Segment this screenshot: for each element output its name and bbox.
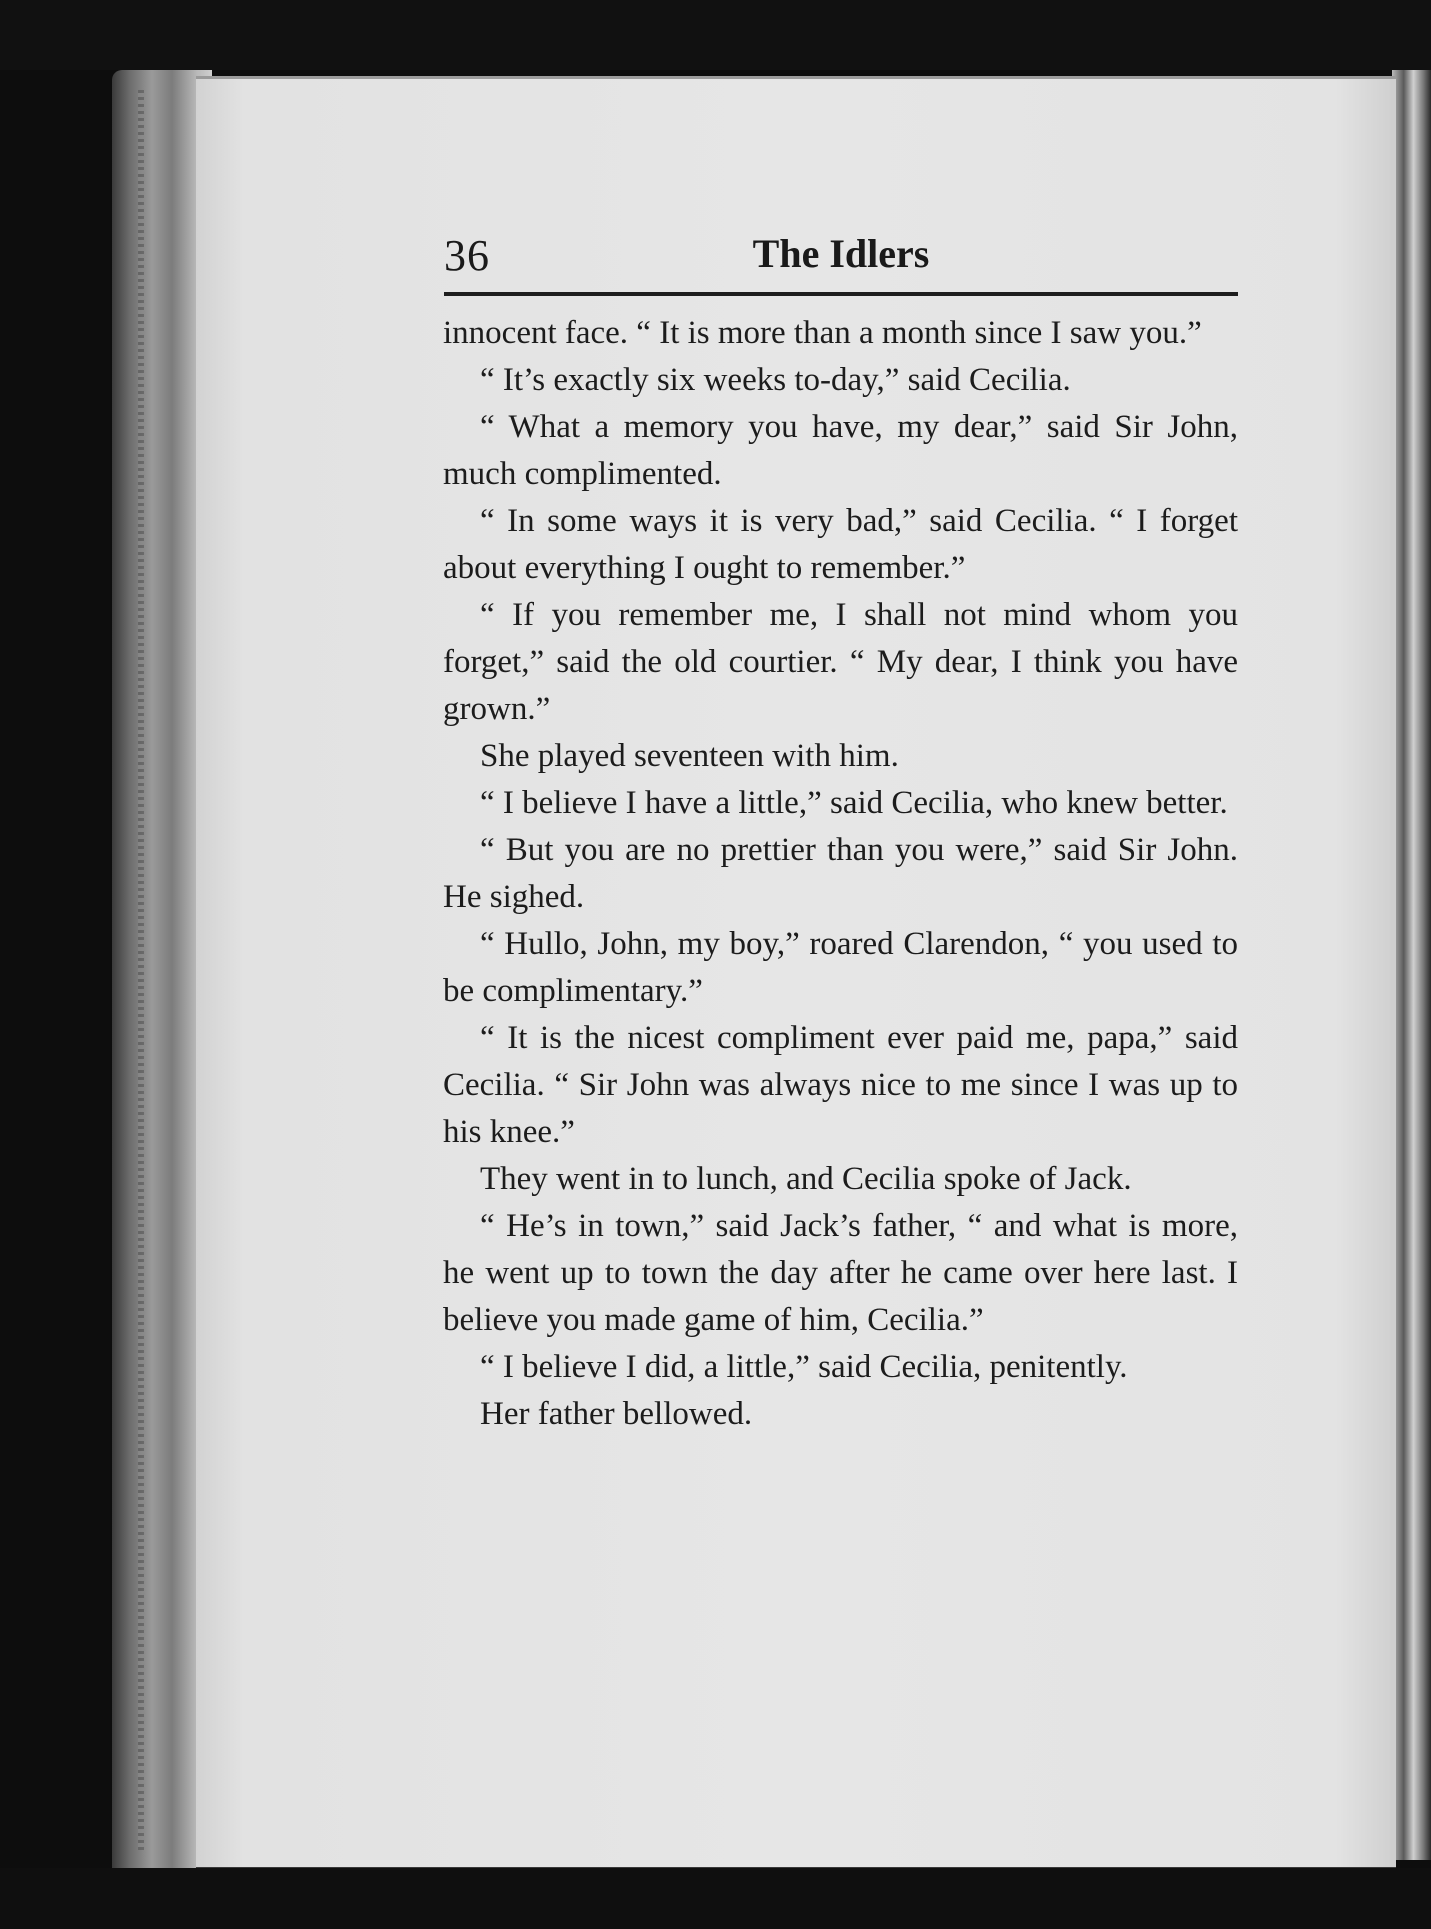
scan-background-bottom	[0, 1868, 1431, 1929]
running-head	[444, 224, 1238, 288]
paragraph: Her father bellowed.	[480, 1396, 753, 1432]
paragraph: They went in to lunch, and Cecilia spoke of Jack.	[480, 1161, 1132, 1197]
paragraph: “ He’s in town,” said Jack’s father, “ and what is more, he went up to town the day after he came over here last. I believe you made game of him, Cecilia.”	[443, 1208, 1238, 1338]
paragraph: “ I believe I have a little,” said Cecilia, who knew better.	[480, 785, 1228, 821]
book-title: The Idlers	[752, 231, 930, 276]
page-number: 36	[444, 231, 490, 280]
page-right-edge	[1392, 70, 1431, 1860]
paragraph: She played seventeen with him.	[480, 738, 899, 774]
body-text	[443, 310, 1238, 1438]
paragraph: “ Hullo, John, my boy,” roared Clarendon, “ you used to be complimentary.”	[443, 926, 1238, 1009]
paragraph: “ It is the nicest compliment ever paid me, papa,” said Cecilia. “ Sir John was always nice to me since I was up to his knee.”	[443, 1020, 1238, 1150]
paragraph: “ But you are no prettier than you were,” said Sir John. He sighed.	[443, 832, 1238, 915]
paragraph: “ What a memory you have, my dear,” said Sir John, much complimented.	[443, 409, 1238, 492]
header-rule	[444, 292, 1238, 296]
paragraph: innocent face. “ It is more than a month since I saw you.”	[443, 315, 1202, 351]
paragraph: “ In some ways it is very bad,” said Cecilia. “ I forget about everything I ought to remember.”	[443, 503, 1238, 586]
scan-background-top	[0, 0, 1431, 70]
paragraph: “ It’s exactly six weeks to-day,” said Cecilia.	[480, 362, 1071, 398]
paragraph: “ If you remember me, I shall not mind whom you forget,” said the old courtier. “ My dear, I think you have grown.”	[443, 597, 1238, 727]
paragraph: “ I believe I did, a little,” said Cecilia, penitently.	[480, 1349, 1128, 1385]
